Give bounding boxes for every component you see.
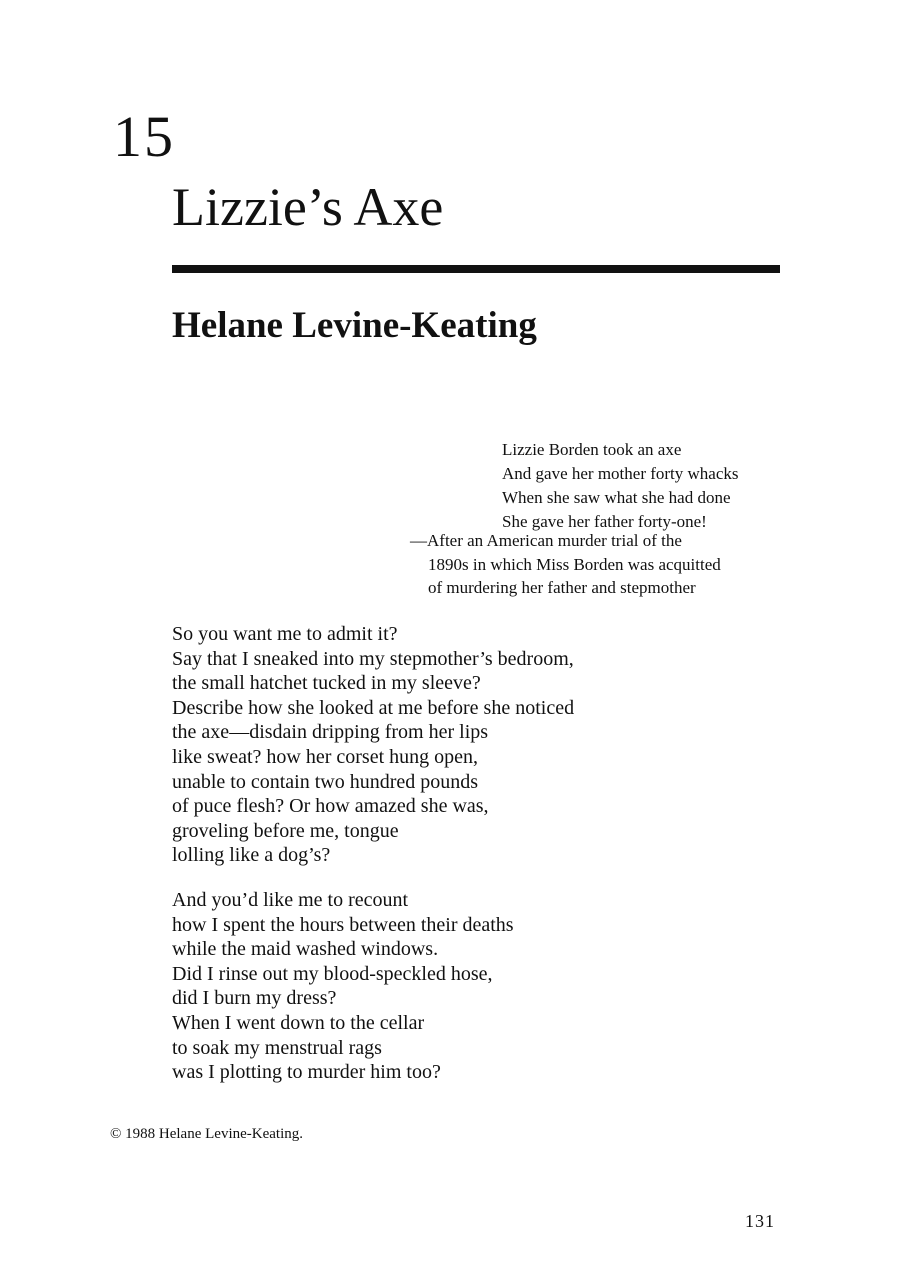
poem-line: like sweat? how her corset hung open, bbox=[172, 745, 479, 768]
poem-line: Did I rinse out my blood-speckled hose, bbox=[172, 962, 493, 985]
poem-line: groveling before me, tongue bbox=[172, 819, 399, 842]
poem-line: while the maid washed windows. bbox=[172, 938, 439, 961]
chapter-number: 15 bbox=[113, 104, 175, 169]
title-rule bbox=[172, 265, 780, 273]
poem-line: did I burn my dress? bbox=[172, 987, 337, 1010]
page-number: 131 bbox=[745, 1211, 775, 1231]
author-name: Helane Levine-Keating bbox=[172, 305, 537, 346]
epigraph-line: Lizzie Borden took an axe bbox=[502, 440, 682, 459]
epigraph-line: When she saw what she had done bbox=[502, 488, 731, 507]
copyright-notice: © 1988 Helane Levine-Keating. bbox=[110, 1126, 303, 1142]
attribution-line: of murdering her father and stepmother bbox=[428, 578, 696, 597]
poem-line: So you want me to admit it? bbox=[172, 623, 398, 645]
poem-line: of puce flesh? Or how amazed she was, bbox=[172, 795, 489, 818]
epigraph-line: She gave her father forty-one! bbox=[502, 512, 707, 531]
poem-line: to soak my menstrual rags bbox=[172, 1036, 382, 1059]
epigraph bbox=[502, 438, 739, 534]
poem-line: Say that I sneaked into my stepmother’s bedroom, bbox=[172, 647, 574, 670]
chapter-title: Lizzie’s Axe bbox=[172, 177, 444, 237]
poem-line: the axe—disdain dripping from her lips bbox=[172, 721, 489, 744]
poem-line: unable to contain two hundred pounds bbox=[172, 770, 479, 793]
poem-stanza-2 bbox=[172, 888, 514, 1085]
attribution-line: —After an American murder trial of the bbox=[410, 531, 682, 550]
poem-line: was I plotting to murder him too? bbox=[172, 1061, 441, 1084]
poem-line: When I went down to the cellar bbox=[172, 1011, 425, 1034]
poem-line: Describe how she looked at me before she noticed bbox=[172, 696, 575, 719]
epigraph-line: And gave her mother forty whacks bbox=[502, 464, 739, 483]
attribution-line: 1890s in which Miss Borden was acquitted bbox=[428, 554, 721, 574]
poem-stanza-1 bbox=[172, 622, 574, 868]
poem-line: how I spent the hours between their deaths bbox=[172, 913, 514, 936]
poem-line: And you’d like me to recount bbox=[172, 889, 409, 911]
epigraph-attribution bbox=[410, 529, 721, 600]
poem-line: lolling like a dog’s? bbox=[172, 844, 331, 867]
poem-line: the small hatchet tucked in my sleeve? bbox=[172, 672, 481, 695]
